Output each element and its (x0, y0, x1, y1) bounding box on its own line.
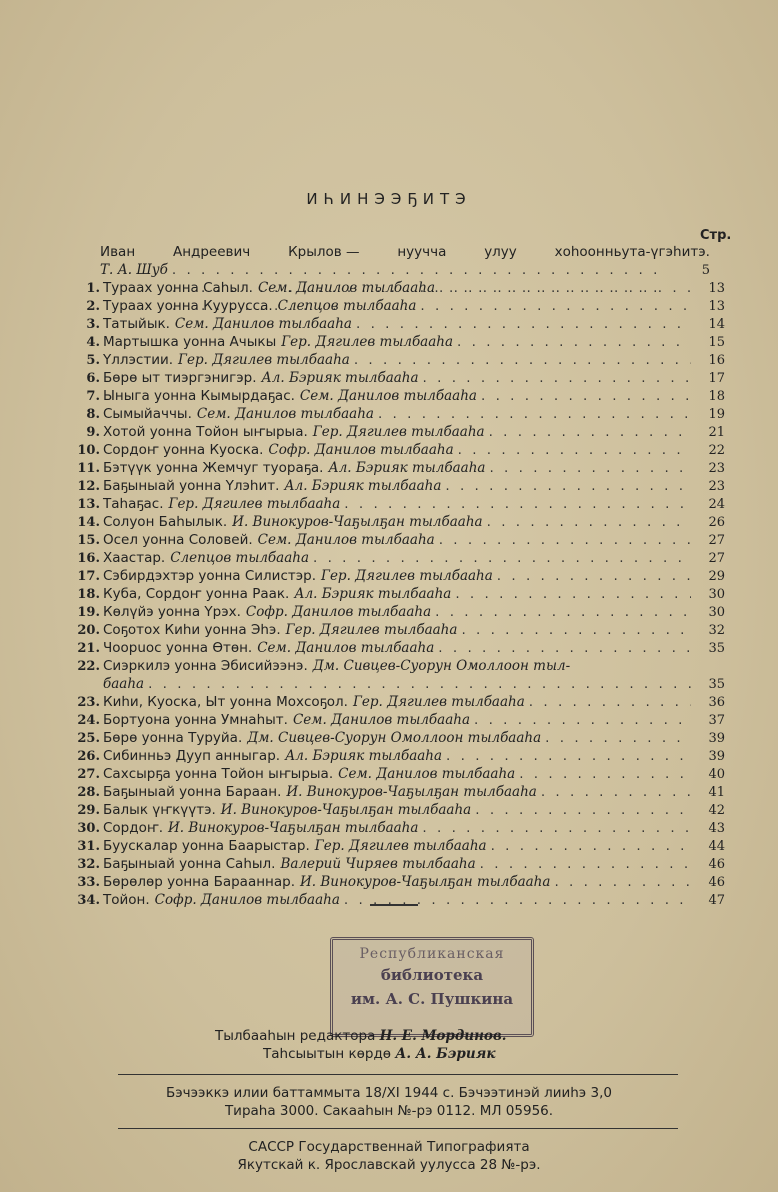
toc-row (70, 351, 725, 369)
toc-number: 18. (77, 587, 100, 602)
leader-dots (477, 387, 691, 405)
toc-row (70, 423, 725, 441)
intro-page-number: 5 (701, 263, 710, 278)
toc-number: 25. (77, 731, 100, 746)
toc-title: Чоорuос уонна Өтөн. (103, 640, 253, 656)
toc-number: 28. (77, 785, 100, 800)
toc-title: Сымыйаччы. (103, 406, 192, 422)
toc-title: Соҕотох Киһи уонна Эһэ. (103, 622, 281, 638)
leader-dots (340, 495, 691, 513)
toc-number: 34. (77, 893, 100, 908)
page-heading: ИҺИНЭЭҔИТЭ (306, 190, 472, 208)
toc-number: 14. (77, 515, 100, 530)
intro-author: Т. А. Шуб (100, 262, 168, 278)
toc-page-number: 40 (708, 767, 725, 782)
toc-number: 32. (77, 857, 100, 872)
leader-dots (470, 711, 691, 729)
toc-title: Үллэстии. (103, 352, 174, 368)
divider-rule (370, 904, 418, 906)
toc-translator: Дм. Сивцев-Суорун Омоллоон тыл- (312, 658, 571, 674)
toc-number: 31. (77, 839, 100, 854)
toc-translator: Софр. Данилов тылбааһа (268, 442, 454, 458)
toc-row (70, 441, 725, 459)
toc-translator: И. Винокуров-Чаҕылҕан тылбааһа (286, 784, 537, 800)
toc-translator-cont: бааһа (103, 676, 145, 692)
toc-title: Сордоҥ уонна Куоска. (103, 442, 264, 458)
leader-dots (431, 603, 691, 621)
toc-page-number: 27 (708, 551, 725, 566)
toc-page-number: 41 (708, 785, 725, 800)
table-of-contents (70, 279, 725, 909)
toc-title: Осел уонна Соловей. (103, 532, 253, 548)
toc-title: Сордоҥ. (103, 820, 163, 836)
toc-translator: Гер. Дягилев тылбааһа (352, 694, 525, 710)
toc-page-number: 24 (708, 497, 725, 512)
toc-translator: Ал. Бэрияк тылбааһа (285, 748, 443, 764)
toc-number: 15. (77, 533, 100, 548)
leader-dots (352, 315, 691, 333)
toc-translator: Ал. Бэрияк тылбааһа (284, 478, 442, 494)
toc-translator: Сем. Данилов тылбааһа (257, 280, 435, 296)
leader-dots (550, 873, 691, 891)
toc-number: 21. (77, 641, 100, 656)
intro-word: Крылов — (288, 244, 360, 260)
toc-row (70, 531, 725, 549)
toc-row (70, 711, 725, 729)
intro-word: улуу (484, 244, 517, 260)
toc-row (70, 891, 725, 909)
toc-row (70, 729, 725, 747)
toc-page-number: 27 (708, 533, 725, 548)
leader-dots (454, 441, 691, 459)
toc-translator: И. Винокуров-Чаҕылҕан тылбааһа (232, 514, 483, 530)
toc-page-number: 26 (708, 515, 725, 530)
library-stamp (330, 937, 534, 1037)
leader-dots (434, 639, 691, 657)
toc-number: 22. (77, 659, 100, 674)
toc-row (70, 855, 725, 873)
toc-translator: Сем. Данилов тылбааһа (257, 640, 435, 656)
toc-title: Баҕыныай уонна Үлэһит. (103, 478, 280, 494)
toc-translator: Гер. Дягилев тылбааһа (314, 838, 487, 854)
toc-translator: Валерий Чиряев тылбааһа (280, 856, 476, 872)
toc-page-number: 19 (708, 407, 725, 422)
toc-number: 16. (77, 551, 100, 566)
toc-number: 29. (77, 803, 100, 818)
toc-number: 19. (77, 605, 100, 620)
toc-number: 12. (77, 479, 100, 494)
toc-translator: Гер. Дягилев тылбааһа (321, 568, 493, 584)
toc-translator: Слепцов тылбааһа (170, 550, 309, 566)
toc-translator: И. Винокуров-Чаҕылҕан тылбааһа (300, 874, 551, 890)
toc-page-number: 23 (708, 461, 725, 476)
toc-page-number: 22 (708, 443, 725, 458)
leader-dots (435, 531, 691, 549)
toc-title: Тураах уонна Куурусса. (103, 298, 273, 314)
toc-number: 11. (77, 461, 100, 476)
leader-dots (419, 369, 691, 387)
toc-title: Ыныгa уонна Кымырдаҕас. (103, 388, 295, 404)
leader-dots (476, 855, 691, 873)
toc-row (70, 657, 725, 675)
toc-page-number: 15 (708, 335, 725, 350)
leader-dots (441, 477, 691, 495)
toc-title: Бөрөлөр уонна Барааннар. (103, 874, 295, 890)
toc-number: 10. (77, 443, 100, 458)
toc-row (70, 369, 725, 387)
editor-name: Н. Е. Мординов. (379, 1028, 507, 1044)
leader-dots (457, 621, 691, 639)
toc-title: Балык үҥкүүтэ. (103, 802, 216, 818)
toc-row (70, 315, 725, 333)
imprint-rule-top (118, 1074, 678, 1075)
leader-dots (453, 333, 691, 351)
leader-dots (418, 819, 691, 837)
leader-dots (483, 513, 691, 531)
toc-page-number: 39 (708, 749, 725, 764)
toc-row (70, 459, 725, 477)
toc-translator: Софр. Данилов тылбааһа (245, 604, 432, 620)
toc-page-number: 18 (708, 389, 725, 404)
toc-translator: Сем. Данилов тылбааһа (196, 406, 374, 422)
toc-number: 26. (77, 749, 100, 764)
toc-row (70, 765, 725, 783)
toc-title: Бууcкалар уонна Баарыстар. (103, 838, 310, 854)
intro-word: Иван (100, 244, 136, 260)
leader-dots (493, 567, 691, 585)
toc-translator: Сем. Данилов тылбааһа (292, 712, 471, 728)
toc-translator: Сем. Данилов тылбааһа (257, 532, 435, 548)
toc-translator: И. Винокуров-Чаҕылҕан тылбааһа (167, 820, 419, 836)
toc-row (70, 333, 725, 351)
toc-row (70, 783, 725, 801)
toc-number: 9. (86, 425, 100, 440)
leader-dots (309, 549, 691, 567)
printer-line: САССР Государственнай Типографията (248, 1139, 530, 1155)
toc-translator: Ал. Бэрияк тылбааһа (294, 586, 452, 602)
toc-title: Бэтүүк уонна Жемчуг туораҕа. (103, 460, 324, 476)
leader-dots (485, 459, 691, 477)
toc-translator: Ал. Бэрияк тылбааһа (261, 370, 419, 386)
toc-page-number: 23 (708, 479, 725, 494)
stamp-line: им. А. С. Пушкина (350, 990, 514, 1008)
toc-number: 8. (86, 407, 100, 422)
toc-translator: И. Винокуров-Чаҕылҕан тылбааһа (220, 802, 472, 818)
imprint-rule-bottom (118, 1128, 678, 1129)
toc-page-number: 43 (708, 821, 725, 836)
toc-page-number: 13 (708, 299, 725, 314)
printer-address: Якутскай к. Ярославскай уулусса 28 №-рэ. (237, 1157, 541, 1173)
toc-row (70, 495, 725, 513)
toc-row (70, 801, 725, 819)
toc-page-number: 46 (708, 875, 725, 890)
toc-title: Сибинньэ Дууп анныгар. (103, 748, 281, 764)
imprint-line: Бэчээккэ илии баттаммыта 18/XI 1944 с. Бэчээтинэй лииһэ 3,0 (166, 1085, 612, 1101)
toc-translator: Гер. Дягилев тылбааһа (285, 622, 458, 638)
toc-page-number: 39 (708, 731, 725, 746)
page-column-label: Стр. (700, 228, 732, 243)
toc-number: 23. (77, 695, 100, 710)
toc-row-continuation (70, 675, 725, 693)
toc-title: Сахсырҕа уонна Тойон ыҥырыа. (103, 766, 334, 782)
toc-row (70, 639, 725, 657)
leader-dots (485, 423, 691, 441)
stamp-line: Республиканская (359, 946, 505, 962)
toc-page-number: 44 (708, 839, 725, 854)
toc-title: Тураах уонна Саһыл. (103, 280, 253, 296)
leader-dots (374, 405, 691, 423)
toc-number: 2. (86, 299, 100, 314)
toc-page-number: 36 (708, 695, 725, 710)
toc-page-number: 47 (708, 893, 725, 908)
toc-number: 5. (86, 353, 100, 368)
intro-word: хоһоонньута-үгэһитэ. (554, 244, 710, 260)
leader-dots (537, 783, 691, 801)
toc-page-number: 17 (708, 371, 725, 386)
toc-row (70, 405, 725, 423)
toc-title: Хаастар. (103, 550, 166, 566)
imprint-line: Тираһа 3000. Сакааһын №-рэ 0112. МЛ 05956. (224, 1103, 554, 1119)
toc-title: Тойон. (103, 892, 150, 908)
toc-translator: Гер. Дягилев тылбааһа (312, 424, 485, 440)
toc-translator: Сем. Данилов тылбааһа (299, 388, 477, 404)
toc-title: Мартышка уонна Ачыкы (103, 334, 277, 350)
toc-translator: Слепцов тылбааһа (277, 298, 417, 314)
leader-dots (350, 351, 691, 369)
toc-title: Бортуона уонна Умнаһыт. (103, 712, 288, 728)
toc-translator: Сем. Данилов тылбааһа (174, 316, 352, 332)
toc-page-number: 35 (708, 677, 725, 692)
toc-number: 7. (86, 389, 100, 404)
toc-title: Хотой уонна Тойон ыҥырыа. (103, 424, 308, 440)
toc-page-number: 30 (708, 587, 725, 602)
toc-translator: Софр. Данилов тылбааһа (154, 892, 340, 908)
toc-page-number: 46 (708, 857, 725, 872)
toc-translator: Ал. Бэрияк тылбааһа (328, 460, 486, 476)
toc-title: Бөрө ыт тиэргэнигэр. (103, 370, 257, 386)
toc-page-number: 14 (708, 317, 725, 332)
toc-row (70, 873, 725, 891)
toc-translator: Гер. Дягилев тылбааһа (281, 334, 454, 350)
toc-title: Көлүйэ уонна Үрэх. (103, 604, 241, 620)
toc-number: 17. (77, 569, 100, 584)
toc-page-number: 29 (708, 569, 725, 584)
toc-title: Татыйык. (103, 316, 170, 332)
toc-row (70, 603, 725, 621)
toc-title: Солуон Баһылык. (103, 514, 228, 530)
toc-page-number: 30 (708, 605, 725, 620)
leader-dots (435, 279, 691, 297)
toc-row (70, 819, 725, 837)
toc-number: 20. (77, 623, 100, 638)
toc-number: 6. (86, 371, 100, 386)
leader-dots (487, 837, 691, 855)
intro-word: нуучча (397, 244, 447, 260)
toc-number: 4. (86, 335, 100, 350)
toc-title: Баҕыныай уонна Бараан. (103, 784, 282, 800)
leader-dots (442, 747, 691, 765)
toc-page-number: 42 (708, 803, 725, 818)
toc-title: Киһи, Куоска, Ыт уонна Мохсоҕол. (103, 694, 348, 710)
toc-translator: Сем. Данилов тылбааһа (338, 766, 516, 782)
toc-number: 1. (86, 281, 100, 296)
toc-translator: Гер. Дягилев тылбааһа (168, 496, 341, 512)
toc-number: 13. (77, 497, 100, 512)
toc-number: 27. (77, 767, 100, 782)
toc-row (70, 513, 725, 531)
toc-row (70, 693, 725, 711)
toc-page-number: 16 (708, 353, 725, 368)
toc-page-number: 35 (708, 641, 725, 656)
leader-dots (525, 693, 691, 711)
toc-title: Сиэркилэ уонна Эбисийээнэ. (103, 658, 308, 674)
toc-number: 33. (77, 875, 100, 890)
toc-row (70, 279, 725, 297)
toc-row (70, 621, 725, 639)
toc-row (70, 549, 725, 567)
toc-page-number: 21 (708, 425, 725, 440)
toc-title: Баҕыныай уонна Саһыл. (103, 856, 276, 872)
toc-row (70, 477, 725, 495)
toc-row (70, 837, 725, 855)
toc-page-number: 37 (708, 713, 725, 728)
toc-translator: Гер. Дягилев тылбааһа (178, 352, 350, 368)
leader-dots (416, 297, 691, 315)
toc-number: 3. (86, 317, 100, 332)
toc-row (70, 297, 725, 315)
leader-dots (515, 765, 691, 783)
proofreader-label: Таһсыытын көрдө (263, 1046, 392, 1062)
toc-row (70, 567, 725, 585)
stamp-line: библиотека (380, 966, 484, 984)
toc-page-number: 13 (708, 281, 725, 296)
toc-title: Бөрө уонна Туруйа. (103, 730, 243, 746)
toc-title: Сэбирдэхтэр уонна Силистэр. (103, 568, 316, 584)
leader-dots (541, 729, 691, 747)
toc-number: 24. (77, 713, 100, 728)
proofreader-name: А. А. Бэрияк (395, 1046, 496, 1062)
toc-row (70, 387, 725, 405)
leader-dots (451, 585, 691, 603)
leader-dots (471, 801, 691, 819)
toc-number: 30. (77, 821, 100, 836)
toc-title: Куба, Сордоҥ уонна Раак. (103, 586, 290, 602)
toc-title: Таһаҕас. (103, 496, 164, 512)
intro-word: Андреевич (172, 244, 251, 260)
leader-dots (340, 891, 691, 909)
toc-row (70, 585, 725, 603)
editor-label: Тылбааһын редактора (215, 1028, 376, 1044)
toc-page-number: 32 (708, 623, 725, 638)
toc-translator: Дм. Сивцев-Суорун Омоллоон тылбааһа (247, 730, 542, 746)
leader-dots (144, 675, 691, 693)
toc-row (70, 747, 725, 765)
editor-credits (215, 1027, 635, 1063)
